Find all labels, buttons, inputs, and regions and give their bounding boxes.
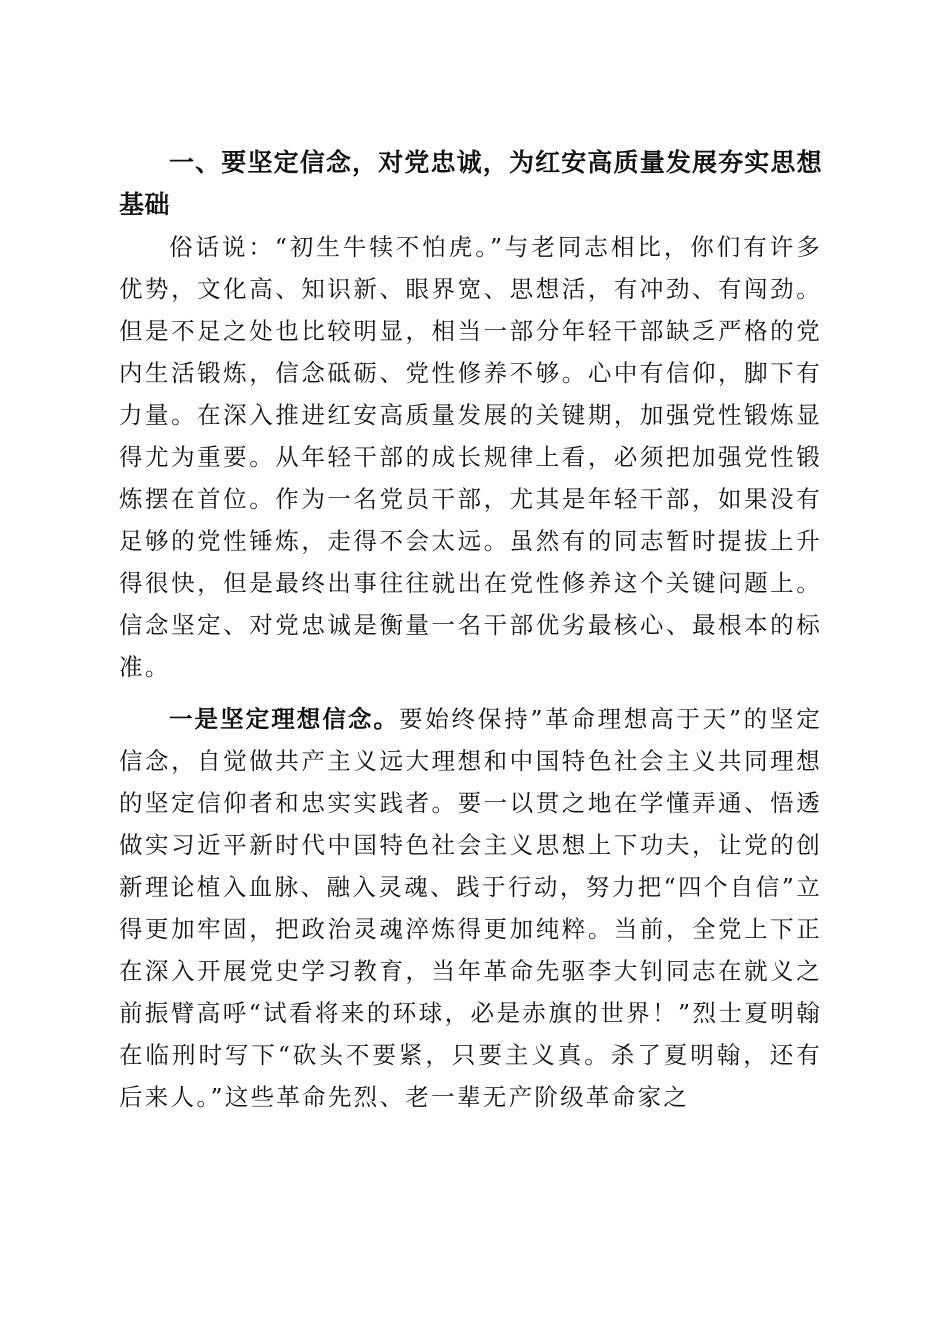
paragraph-lead-text: 一是坚定理想信念。 [169,705,400,733]
paragraph-ideals [119,698,822,1118]
paragraph-body-text: 要始终保持”革命理想高于天”的坚定信念，自觉做共产主义远大理想和中国特色社会主义共同理想的坚定信仰者和忠实实践者。要一以贯之地在学懂弄通、悟透做实习近平新时代中国特色社会主义思想上下功夫，让党的创新理论植入血脉、融入灵魂、践于行动，努力把“四个自信”立得更加牢固，把政治灵魂淬炼得更加纯粹。当前，全党上下正在深入开展党史学习教育，当年革命先驱李大钊同志在就义之前振臂高呼“试看将来的环球，必是赤旗的世界！”烈士夏明翰在临刑时写下“砍头不要紧，只要主义真。杀了夏明翰，还有后来人。”这些革命先烈、老一辈无产阶级革命家之 [119,705,822,1111]
document-body [119,142,822,1118]
section-heading: 一、要坚定信念，对党忠诚，为红安高质量发展夯实思想基础 [119,148,822,219]
paragraph-intro: 俗话说：“初生牛犊不怕虎。”与老同志相比，你们有许多优势，文化高、知识新、眼界宽、思想活，有冲劲、有闯劲。但是不足之处也比较明显，相当一部分年轻干部缺乏严格的党内生活锻炼，信念砥砺、党性修养不够。心中有信仰，脚下有力量。在深入推进红安高质量发展的关键期，加强党性锻炼显得尤为重要。从年轻干部的成长规律上看，必须把加强党性锻炼摆在首位。作为一名党员干部，尤其是年轻干部，如果没有足够的党性锤炼，走得不会太远。虽然有的同志暂时提拔上升得很快，但是最终出事往往就出在党性修养这个关键问题上。信念坚定、对党忠诚是衡量一名干部优劣最核心、最根本的标准。 [119,233,822,681]
